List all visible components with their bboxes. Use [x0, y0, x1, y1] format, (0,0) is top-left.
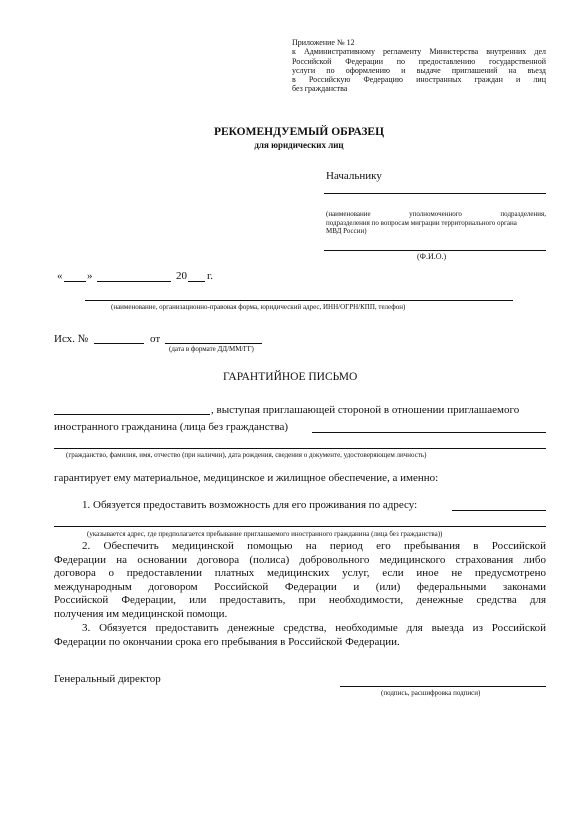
- address-line-2: [54, 526, 546, 527]
- item-3-paragraph: [54, 622, 546, 649]
- inviter-name-line: [54, 414, 210, 415]
- letter-title: ГАРАНТИЙНОЕ ПИСЬМО: [223, 371, 358, 383]
- date-day-line: [64, 281, 86, 282]
- addressee-line-2: [324, 250, 546, 251]
- organization-line: [85, 300, 513, 301]
- ref-from-label: от: [150, 333, 161, 345]
- date-year-suffix: г.: [207, 270, 214, 282]
- intro-line-2: иностранного гражданина (лица без гражданства): [54, 421, 289, 433]
- appendix-line: к Административному регламенту Министерства внутренних дел: [292, 47, 546, 57]
- item-2-line: получения им медицинской помощи.: [54, 607, 228, 620]
- item-2-line: Федерации на основании договора (полиса) добровольного медицинского страхования либо: [54, 553, 546, 566]
- item-2-paragraph: [54, 540, 546, 622]
- appendix-line: Приложение № 12: [292, 38, 355, 47]
- item-2-line: международным договором Российской Федерации и (или) федеральными законами: [54, 580, 546, 593]
- item-3-line: 3. Обязуется предоставить денежные средства, необходимые для выезда из Российской: [82, 622, 546, 634]
- intro-line-1: , выступая приглашающей стороной в отношении приглашаемого: [211, 404, 520, 416]
- addressee-line-1: [324, 193, 546, 194]
- department-caption-line: МВД России): [326, 227, 367, 236]
- appendix-line: в Российскую Федерацию иностранных граждан и лиц: [292, 75, 546, 85]
- department-caption-line: подразделения по вопросам миграции территориального органа: [326, 218, 517, 227]
- date-year-line: [188, 281, 205, 282]
- address-caption: (указывается адрес, где предполагается пребывание приглашаемого иностранного гражданина (лица без гражданства)): [87, 530, 443, 538]
- item-2-line: 2. Обеспечить медицинской помощью на период его пребывания в Российской: [82, 540, 546, 552]
- ref-number-line: [94, 343, 144, 344]
- invitee-caption: (гражданство, фамилия, имя, отчество (при наличии), дата рождения, сведения о документе, удостоверяющем личность): [66, 451, 427, 459]
- appendix-line: услуги по оформлению и выдаче приглашений на въезд: [292, 65, 546, 75]
- item-3-line: Федерации по окончании срока его пребывания в Российской Федерации.: [54, 635, 400, 648]
- ref-date-caption: (дата в формате ДД/ММ/ГГ): [169, 345, 254, 353]
- date-year-prefix: 20: [176, 270, 187, 282]
- document-title: РЕКОМЕНДУЕМЫЙ ОБРАЗЕЦ: [213, 126, 385, 138]
- ref-number-label: Исх. №: [54, 333, 89, 345]
- guarantee-text: гарантирует ему материальное, медицинское и жилищное обеспечение, а именно:: [54, 472, 439, 484]
- item-2-line: Российской Федерации, или предоставить, при необходимости, денежные средства для: [54, 594, 546, 607]
- fio-caption: (Ф.И.О.): [417, 252, 447, 261]
- document-subtitle: для юридических лиц: [254, 140, 344, 150]
- item-1-text: 1. Обязуется предоставить возможность для его проживания по адресу:: [82, 499, 418, 511]
- signature-caption: (подпись, расшифровка подписи): [381, 689, 481, 697]
- date-month-line: [97, 281, 171, 282]
- invitee-line-2: [54, 448, 546, 449]
- appendix-line: без гражданства: [292, 84, 348, 94]
- appendix-line: Российской Федерации по предоставлению государственной: [292, 56, 546, 66]
- item-2-line: договора о предоставлении платных медицинских услуг, если иное не предусмотрено: [54, 567, 546, 580]
- appendix-block: [292, 38, 546, 94]
- date-close-quote: »: [87, 270, 93, 282]
- department-caption-line: (наименование уполномоченного подразделения,: [326, 210, 546, 218]
- signature-line: [340, 686, 546, 687]
- invitee-line-1: [312, 432, 546, 433]
- organization-caption: (наименование, организационно-правовая форма, юридический адрес, ИНН/ОГРН/КПП, телефон): [111, 303, 406, 311]
- signatory-position: Генеральный директор: [54, 673, 161, 685]
- ref-date-line: [165, 343, 262, 344]
- addressee-label: Начальнику: [326, 170, 382, 182]
- department-caption: [326, 210, 546, 236]
- date-open-quote: «: [57, 270, 63, 282]
- address-line-1: [452, 510, 546, 511]
